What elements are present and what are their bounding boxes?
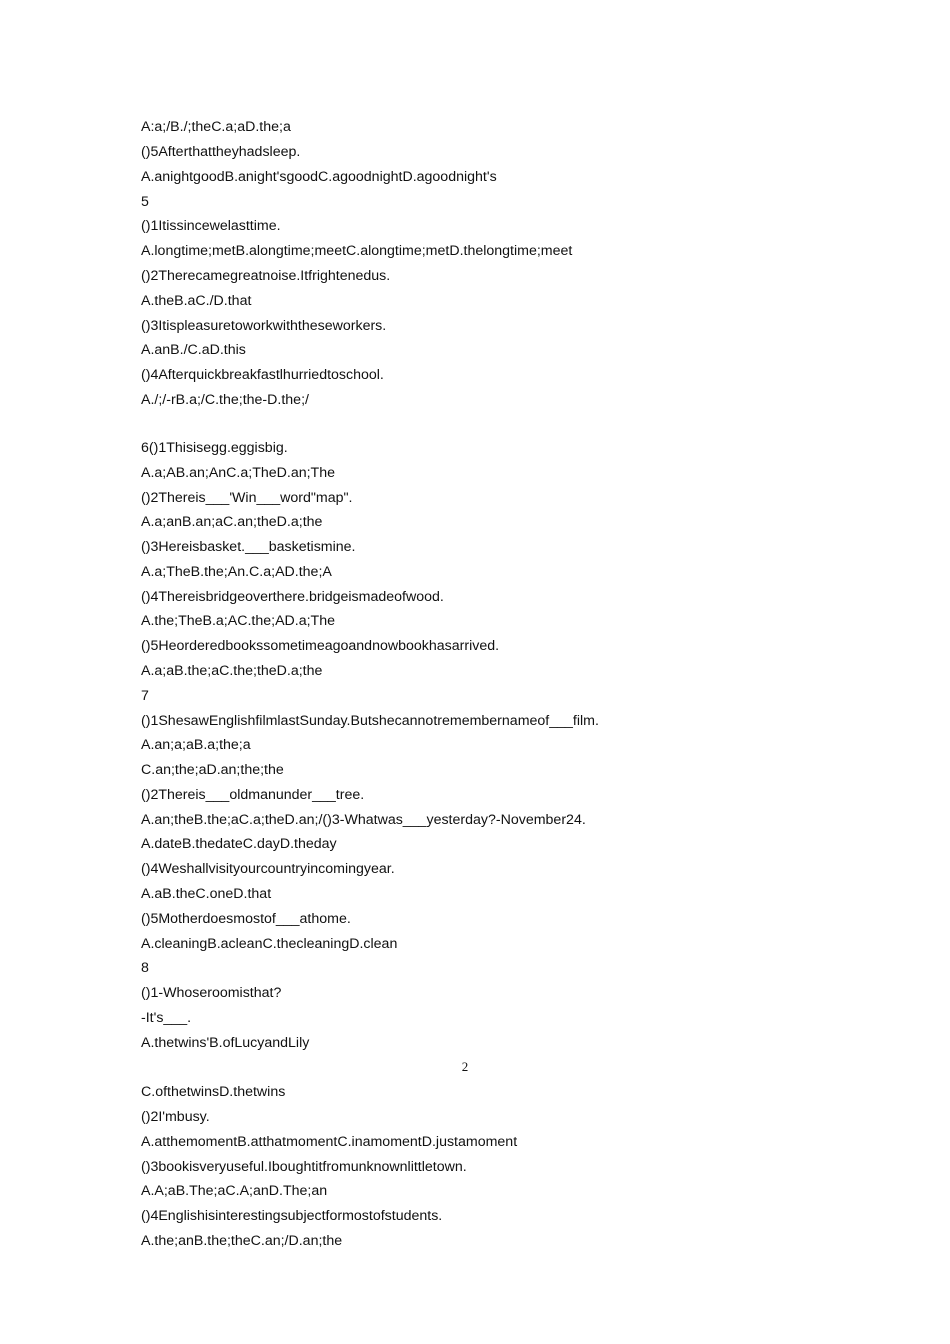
text-line: A.the;anB.the;theC.an;/D.an;the xyxy=(141,1233,343,1249)
text-line: ()3Itispleasuretoworkwiththeseworkers. xyxy=(141,318,387,334)
text-line: ()2Thereis___oldmanunder___tree. xyxy=(141,787,365,803)
text-line: ()2Thereis___'Win___word"map". xyxy=(141,490,353,506)
text-line: A.the;TheB.a;AC.the;AD.a;The xyxy=(141,613,335,629)
text-line: ()3Hereisbasket.___basketismine. xyxy=(141,539,356,555)
text-line: A.aB.theC.oneD.that xyxy=(141,886,272,902)
section-number: 7 xyxy=(141,688,149,704)
text-line: A.A;aB.The;aC.A;anD.The;an xyxy=(141,1183,328,1199)
text-line: ()5Afterthattheyhadsleep. xyxy=(141,144,301,160)
text-line: ()4Afterquickbreakfastlhurriedtoschool. xyxy=(141,367,384,383)
text-line: ()1Itissincewelasttime. xyxy=(141,218,281,234)
text-line: ()1ShesawEnglishfilmlastSunday.Butshecannotremembernameof___film. xyxy=(141,713,599,729)
text-line: ()1-Whoseroomisthat? xyxy=(141,985,282,1001)
text-line: C.an;the;aD.an;the;the xyxy=(141,762,284,778)
text-line: A.atthemomentB.atthatmomentC.inamomentD.justamoment xyxy=(141,1134,518,1150)
section-number: 5 xyxy=(141,194,149,210)
text-line: A./;/-rB.a;/C.the;the-D.the;/ xyxy=(141,392,309,408)
text-line: ()3bookisveryuseful.Iboughtitfromunknownlittletown. xyxy=(141,1159,467,1175)
text-line: A.a;AB.an;AnC.a;TheD.an;The xyxy=(141,465,336,481)
page-number: 2 xyxy=(461,1059,469,1074)
text-line: 6()1Thisisegg.eggisbig. xyxy=(141,440,288,456)
text-line: ()2Therecamegreatnoise.Itfrightenedus. xyxy=(141,268,391,284)
text-line: A:a;/B./;theC.a;aD.the;a xyxy=(141,119,291,135)
text-line: A.a;TheB.the;An.C.a;AD.the;A xyxy=(141,564,332,580)
text-line: A.a;anB.an;aC.an;theD.a;the xyxy=(141,514,323,530)
text-line: A.anB./C.aD.this xyxy=(141,342,246,358)
text-line: -It's___. xyxy=(141,1010,192,1026)
text-line: ()4Englishisinterestingsubjectformostofstudents. xyxy=(141,1208,443,1224)
text-line: ()5Motherdoesmostof___athome. xyxy=(141,911,351,927)
text-line: A.dateB.thedateC.dayD.theday xyxy=(141,836,337,852)
text-line: A.longtime;metB.alongtime;meetC.alongtime;metD.thelongtime;meet xyxy=(141,243,573,259)
text-line: ()4Weshallvisityourcountryincomingyear. xyxy=(141,861,395,877)
text-line: C.ofthetwinsD.thetwins xyxy=(141,1084,286,1100)
text-line: ()4Thereisbridgeoverthere.bridgeismadeofwood. xyxy=(141,589,444,605)
text-line: A.a;aB.the;aC.the;theD.a;the xyxy=(141,663,323,679)
text-line: A.theB.aC./D.that xyxy=(141,293,252,309)
text-line: A.an;a;aB.a;the;a xyxy=(141,737,251,753)
text-line: A.cleaningB.acleanC.thecleaningD.clean xyxy=(141,936,398,952)
text-line: A.thetwins'B.ofLucyandLily xyxy=(141,1035,310,1051)
text-line: A.an;theB.the;aC.a;theD.an;/()3-Whatwas___yesterday?-November24. xyxy=(141,812,586,828)
section-number: 8 xyxy=(141,960,149,976)
text-line: A.anightgoodB.anight'sgoodC.agoodnightD.agoodnight's xyxy=(141,169,497,185)
text-line: ()2I'mbusy. xyxy=(141,1109,210,1125)
text-line: ()5Heorderedbookssometimeagoandnowbookhasarrived. xyxy=(141,638,500,654)
